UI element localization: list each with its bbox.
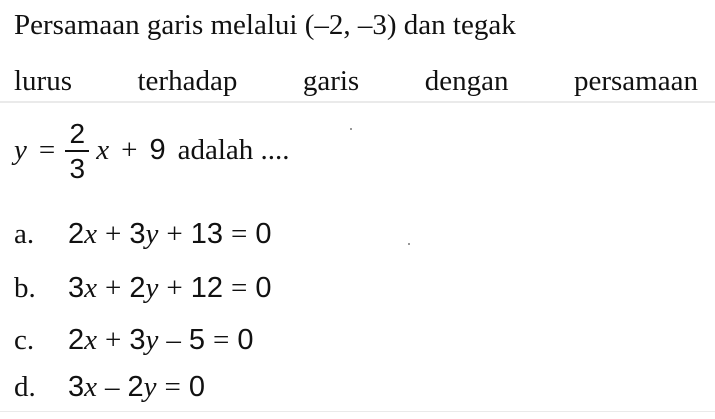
fraction-bar xyxy=(65,150,89,152)
option-expression: 2x + 3y – 5 = 0 xyxy=(68,323,254,356)
answer-option-b[interactable] xyxy=(14,268,272,308)
fraction-numerator: 2 xyxy=(69,118,86,149)
scan-artifact-line xyxy=(0,101,715,103)
option-letter: d. xyxy=(14,370,36,403)
answer-option-a[interactable] xyxy=(14,214,272,254)
question-word: dengan xyxy=(424,65,509,97)
option-letter: b. xyxy=(14,271,36,304)
equation-x-variable: x xyxy=(96,134,110,166)
question-word: terhadap xyxy=(137,65,238,97)
equation-fraction xyxy=(65,118,89,184)
answer-option-d[interactable] xyxy=(14,367,205,407)
equation-lhs-variable: y xyxy=(14,134,27,166)
question-line-2 xyxy=(14,64,698,98)
question-word: garis xyxy=(302,65,360,97)
question-word: lurus xyxy=(14,65,72,97)
option-letter: c. xyxy=(14,323,35,356)
option-letter: a. xyxy=(14,217,35,250)
question-tail: adalah .... xyxy=(177,134,290,166)
scan-dust-dot xyxy=(350,128,352,130)
equation-equals-sign: = xyxy=(38,134,56,166)
answer-option-c[interactable] xyxy=(14,320,254,360)
question-line-1: Persamaan garis melalui (–2, –3) dan tegak xyxy=(14,9,516,41)
equation-plus-sign: + xyxy=(121,134,138,166)
option-expression: 3x + 2y + 12 = 0 xyxy=(68,271,272,304)
question-word: persamaan xyxy=(573,65,698,97)
scan-dust-dot xyxy=(408,243,410,245)
option-expression: 3x – 2y = 0 xyxy=(68,370,206,403)
equation-constant: 9 xyxy=(149,134,166,166)
scan-artifact-line xyxy=(0,411,715,412)
option-expression: 2x + 3y + 13 = 0 xyxy=(68,217,272,250)
question-equation-line xyxy=(14,110,290,190)
fraction-denominator: 3 xyxy=(69,153,86,184)
